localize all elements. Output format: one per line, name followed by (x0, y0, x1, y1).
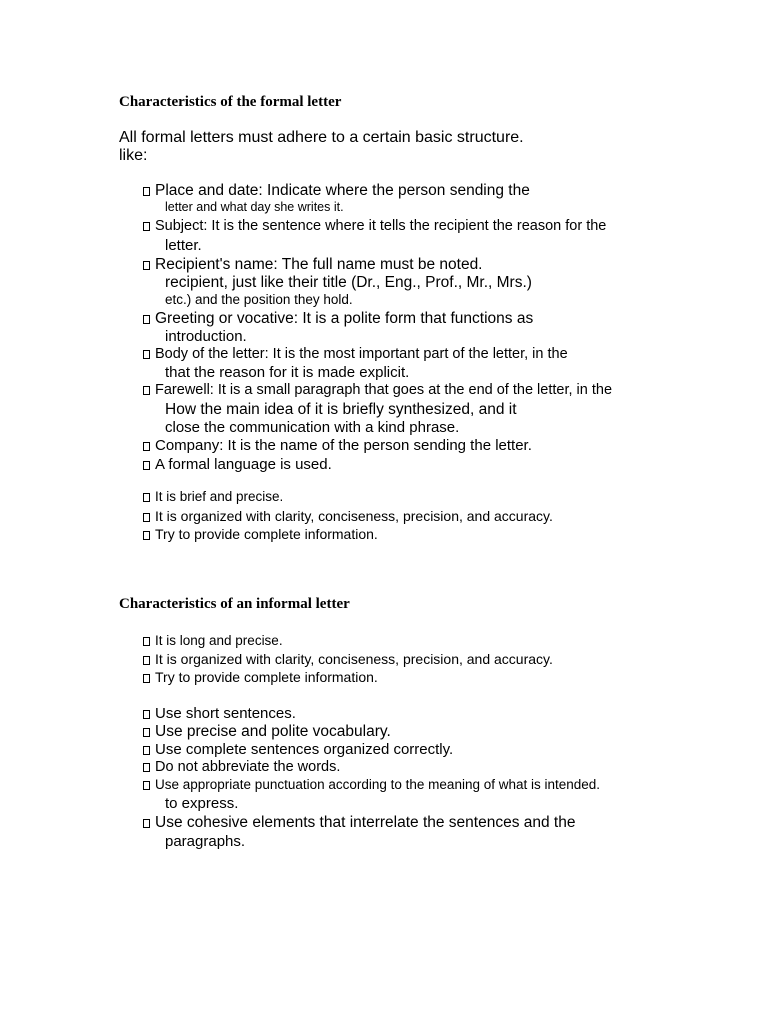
bullet-box-icon (143, 386, 150, 395)
list-item-text: Try to provide complete information. (155, 669, 378, 685)
list-item-text: Company: It is the name of the person sending the letter. (155, 437, 532, 454)
bullet-box-icon (143, 781, 150, 790)
list-item-continuation (165, 238, 202, 253)
formal-letter-heading: Characteristics of the formal letter (119, 94, 342, 110)
bullet-box-icon (143, 763, 150, 772)
list-item-text: Body of the letter: It is the most important part of the letter, in the (155, 346, 568, 362)
bullet-box-icon (143, 746, 150, 755)
list-item-continuation (165, 293, 353, 307)
list-item-text: Recipient's name: The full name must be noted. (155, 256, 483, 273)
bullet-box-icon (143, 710, 150, 719)
list-item-text: Place and date: Indicate where the person sending the (155, 182, 530, 199)
list-item (143, 311, 533, 327)
list-item (143, 383, 612, 398)
list-item (143, 527, 378, 541)
bullet-box-icon (143, 261, 150, 270)
list-item (143, 634, 283, 648)
bullet-box-icon (143, 222, 150, 231)
list-item-continuation (165, 402, 517, 418)
bullet-box-icon (143, 315, 150, 324)
list-item (143, 219, 606, 234)
list-item-text: Try to provide complete information. (155, 526, 378, 542)
list-item (143, 652, 553, 666)
list-item-text: It is brief and precise. (155, 489, 284, 504)
list-item (143, 490, 283, 504)
formal-intro-line-2: like: (119, 147, 148, 164)
list-item-text: introduction. (165, 328, 247, 345)
list-item-continuation (165, 365, 409, 380)
formal-intro (119, 129, 524, 165)
list-item-text: Use short sentences. (155, 705, 296, 722)
list-item-text: It is organized with clarity, conciseness, precision, and accuracy. (155, 508, 553, 524)
list-item (143, 724, 391, 740)
list-item-text: It is long and precise. (155, 633, 283, 648)
bullet-box-icon (143, 637, 150, 646)
list-item-continuation (165, 329, 247, 344)
bullet-box-icon (143, 350, 150, 359)
list-item-text: Use precise and polite vocabulary. (155, 723, 391, 740)
list-item-text: How the main idea of it is briefly synthesized, and it (165, 401, 517, 418)
list-item (143, 742, 453, 757)
bullet-box-icon (143, 513, 150, 522)
list-item-text: Use cohesive elements that interrelate the sentences and the (155, 814, 576, 831)
list-item-continuation (165, 834, 245, 849)
formal-intro-line-1: All formal letters must adhere to a certain basic structure. (119, 129, 524, 146)
bullet-box-icon (143, 461, 150, 470)
list-item (143, 183, 530, 199)
list-item (143, 815, 575, 831)
list-item (143, 457, 332, 472)
bullet-box-icon (143, 493, 150, 502)
list-item-text: etc.) and the position they hold. (165, 292, 353, 307)
bullet-box-icon (143, 187, 150, 196)
list-item-text: paragraphs. (165, 833, 246, 850)
list-item (143, 670, 378, 684)
list-item (143, 438, 532, 453)
list-item-continuation (165, 420, 459, 435)
bullet-box-icon (143, 728, 150, 737)
list-item-text: A formal language is used. (155, 456, 332, 473)
list-item-text: to express. (165, 795, 239, 812)
list-item-text: recipient, just like their title (Dr., Eng., Prof., Mr., Mrs.) (165, 274, 532, 291)
list-item (143, 706, 296, 721)
list-item-text: letter. (165, 237, 202, 254)
bullet-box-icon (143, 819, 150, 828)
list-item-text: Farewell: It is a small paragraph that goes at the end of the letter, in the (155, 382, 613, 398)
list-item-text: Use appropriate punctuation according to the meaning of what is intended. (155, 777, 601, 792)
list-item-text: that the reason for it is made explicit. (165, 364, 410, 381)
list-item (143, 778, 600, 792)
list-item (143, 347, 568, 362)
list-item-text: Subject: It is the sentence where it tells the recipient the reason for the (155, 218, 607, 234)
bullet-box-icon (143, 674, 150, 683)
bullet-box-icon (143, 531, 150, 540)
bullet-box-icon (143, 442, 150, 451)
list-item-text: It is organized with clarity, conciseness, precision, and accuracy. (155, 651, 553, 667)
list-item-text: close the communication with a kind phrase. (165, 419, 460, 436)
bullet-box-icon (143, 656, 150, 665)
list-item-text: Greeting or vocative: It is a polite form that functions as (155, 310, 534, 327)
list-item (143, 257, 483, 273)
list-item-continuation (165, 201, 344, 214)
list-item-text: letter and what day she writes it. (165, 200, 344, 214)
informal-letter-heading: Characteristics of an informal letter (119, 596, 350, 612)
list-item-text: Use complete sentences organized correctly. (155, 741, 454, 758)
list-item-continuation (165, 796, 238, 811)
list-item-text: Do not abbreviate the words. (155, 759, 341, 775)
list-item (143, 760, 340, 775)
list-item-continuation (165, 275, 532, 291)
list-item (143, 509, 553, 523)
